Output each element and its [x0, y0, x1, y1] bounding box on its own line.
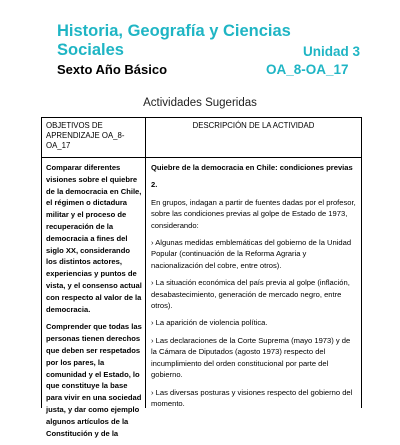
grade-label: Sexto Año Básico	[57, 62, 168, 77]
activity-header: DESCRIPCIÓN DE LA ACTIVIDAD	[192, 121, 315, 130]
objective-text: Comparar diferentes visiones sobre el quiebre de la democracia en Chile, el régimen o dictadura militar y el proceso de recuperación de la democracia a fines del siglo XX, considerando los distintos actores, experiencias y puntos de vista, y el consenso actual con respecto al valor de la democracia.	[46, 163, 142, 314]
activity-number: 2.	[151, 180, 158, 190]
header-row-divider	[42, 157, 361, 158]
section-title: Actividades Sugeridas	[143, 97, 257, 109]
activity-bullet: › Las declaraciones de la Corte Suprema (mayo 1973) y de la Cámara de Diputados (agosto 1973) respecto del incumplimiento del orden constitucional por parte del gobierno.	[151, 335, 351, 380]
activities-table	[41, 117, 362, 438]
oa-range-label: OA_8-OA_17	[266, 62, 349, 77]
activity-cell	[151, 162, 357, 415]
objective-text: Comprender que todas las personas tienen derechos que deben ser respetados por los pares, la comunidad y el Estado, lo que constituye la base para vivir en una sociedad justa, y dar como ejemplo algunos artículos de la Constitución y de la	[46, 322, 142, 438]
activity-bullet: › La situación económica del país previa al golpe (inflación, desabastecimiento, generación de mercado negro, entre otros).	[151, 278, 350, 311]
objectives-cell	[46, 162, 143, 445]
activity-bullet: › Las diversas posturas y visiones respecto del gobierno del momento.	[151, 387, 353, 408]
objectives-header: OBJETIVOS DE APRENDIZAJE OA_8-OA_17	[46, 121, 125, 150]
activity-title: Quiebre de la democracia en Chile: condiciones previas	[151, 163, 353, 172]
subject-title-line1: Historia, Geografía y Ciencias	[57, 22, 291, 40]
subject-title-line2: Sociales	[57, 41, 124, 59]
activity-bullet: › La aparición de violencia política.	[151, 318, 268, 328]
unit-label: Unidad 3	[303, 44, 361, 59]
column-divider	[145, 118, 146, 408]
activity-bullet: › Algunas medidas emblemáticas del gobierno de la Unidad Popular (continuación de la Reforma Agraria y nacionalización del cobre, entre otros).	[151, 238, 352, 270]
activity-intro: En grupos, indagan a partir de fuentes dadas por el profesor, sobre las condiciones previas al golpe de Estado de 1973, considerando:	[151, 197, 356, 230]
